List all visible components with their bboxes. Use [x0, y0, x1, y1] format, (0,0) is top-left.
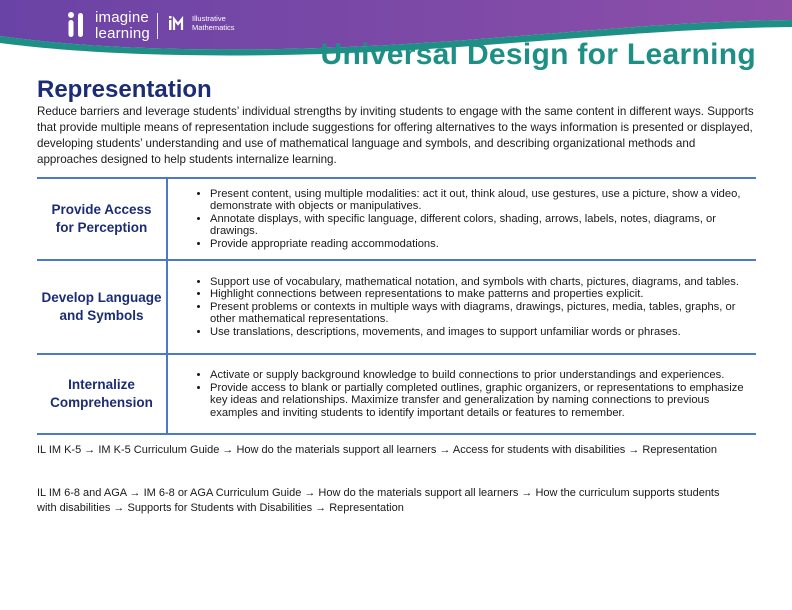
udl-supports-table [37, 177, 756, 435]
partner-line-2: Mathematics [192, 23, 235, 32]
category-perception: Provide Access for Perception [37, 178, 167, 260]
list-item: • Provide appropriate reading accommodations. [210, 238, 750, 251]
navigation-path-6-8: IL IM 6-8 and AGA → IM 6-8 or AGA Curriculum Guide → How do the materials support all learners → How the curriculum supports students with disabilities → Supports for Students with Disabilities → Representation [37, 487, 720, 514]
support-list [168, 276, 750, 339]
brand-line-1: imagine [95, 9, 149, 26]
table-row [37, 260, 756, 354]
list-item: • Support use of vocabulary, mathematical notation, and symbols with charts, pictures, diagrams, and tables. [210, 276, 750, 289]
support-list [168, 369, 750, 419]
support-list [168, 188, 750, 251]
list-item: • Provide access to blank or partially completed outlines, graphic organizers, or representations to emphasize key ideas and relationships. Maximize transfer and generalization by naming connections to previous examples and inviting students to identify important details or features to remember. [210, 382, 750, 420]
category-language-symbols: Develop Language and Symbols [37, 260, 167, 354]
list-item: • Activate or supply background knowledge to build connections to prior understandings and experiences. [210, 369, 750, 382]
navigation-path-k5: IL IM K-5 → IM K-5 Curriculum Guide → How do the materials support all learners → Access for students with disabilities → Representation [37, 444, 718, 456]
partner-line-1: Illustrative [192, 14, 226, 23]
brand-line-2: learning [95, 25, 150, 42]
table-row [37, 354, 756, 434]
brand-name [95, 10, 150, 42]
brand-divider [157, 13, 158, 39]
list-item: • Present content, using multiple modalities: act it out, think aloud, use gestures, use a picture, show a video, demonstrate with objects or manipulatives. [210, 188, 750, 213]
list-item: • Present problems or contexts in multiple ways with diagrams, drawings, pictures, media, tables, graphs, or other mathematical representations. [210, 301, 750, 326]
imagine-learning-logo-icon [66, 11, 90, 39]
category-comprehension: Internalize Comprehension [37, 354, 167, 434]
list-item: • Highlight connections between representations to make patterns and properties explicit. [210, 288, 750, 301]
section-heading: Representation [37, 76, 212, 103]
page-title: Universal Design for Learning [320, 38, 756, 71]
list-item: • Annotate displays, with specific language, different colors, shading, arrows, labels, notes, diagrams, or drawings. [210, 213, 750, 238]
intro-paragraph: Reduce barriers and leverage students’ individual strengths by inviting students to engage with the same content in different ways. Supports that provide multiple means of representation include suggestions for offering alternatives to the ways information is presented or displayed, developing students’ understanding and use of mathematical language and symbols, and describing organizational methods and approaches designed to help students internalize learning. [37, 105, 754, 166]
illustrative-mathematics-logo-icon [168, 15, 184, 31]
partner-name [192, 14, 235, 32]
table-row [37, 178, 756, 260]
list-item: • Use translations, descriptions, movements, and images to support unfamiliar words or phrases. [210, 326, 750, 339]
